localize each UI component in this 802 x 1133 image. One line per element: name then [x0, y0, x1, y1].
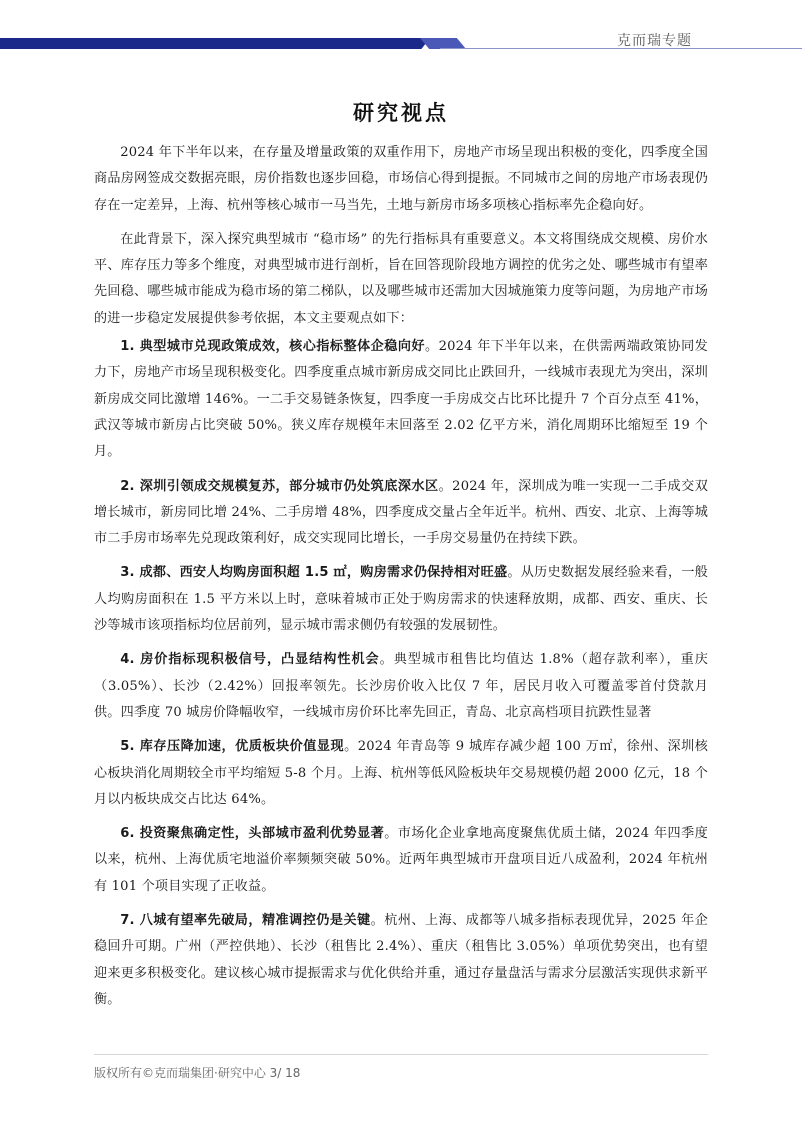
page-title: 研究视点 [353, 101, 449, 125]
intro-paragraph-2: 在此背景下，深入探究典型城市 “稳市场” 的先行指标具有重要意义。本文将围绕成交规模、房价水平、库存压力等多个维度，对典型城市进行剖析，旨在回答现阶段地方调控的优劣之处、哪些城市有望率先回稳、哪些城市能成为稳市场的第二梯队，以及哪些城市还需加大因城施策力度等问题，为房地产市场的进一步稳定发展提供参考依据，本文主要观点如下： [94, 231, 708, 326]
intro-paragraph-1: 2024 年下半年以来，在存量及增量政策的双重作用下，房地产市场呈现出积极的变化，四季度全国商品房网签成交数据亮眼，房价指数也逐步回稳，市场信心得到提振。不同城市之间的房地产市场表现仍存在一定差异，上海、杭州等核心城市一马当先，土地与新房市场多项核心指标率先企稳向好。 [94, 145, 708, 213]
point-paragraph-1 [94, 334, 708, 465]
footer-rule [94, 1054, 708, 1055]
header-title: 克而瑞专题 [617, 33, 692, 49]
point-body: 。市场化企业拿地高度聚焦优质土储，2024 年四季度以来，杭州、上海优质宅地溢价率频频突破 50%。近两年典型城市开盘项目近八成盈利，2024 年杭州有 101 个项目实现了正收益。 [94, 826, 709, 894]
point-body: 。2024 年下半年以来，在供需两端政策协同发力下，房地产市场呈现积极变化。四季度重点城市新房成交同比止跌回升，一线城市表现尤为突出，深圳新房成交同比激增 146%。一二手交易链条恢复，四季度一手房成交占比环比提升 7 个百分点至 41%，武汉等城市新房占比突破 50%。狭义库存规模年末回落至 2.02 亿平方米，消化周期环比缩短至 19 个月。 [94, 339, 708, 460]
point-heading: 3. 成都、西安人均购房面积超 1.5 ㎡，购房需求仍保持相对旺盛 [120, 565, 508, 581]
point-heading: 1. 典型城市兑现政策成效，核心指标整体企稳向好 [120, 339, 425, 355]
footer-copyright: 版权所有©克而瑞集团·研究中心 3/ 18 [94, 1066, 301, 1080]
point-body: 。从历史数据发展经验来看，一般人均购房面积在 1.5 平方米以上时，意味着城市正处于购房需求的快速释放期，成都、西安、重庆、长沙等城市该项指标均位居前列，显示城市需求侧仍有较强的发展韧性。 [94, 565, 708, 634]
point-heading: 5. 库存压降加速，优质板块价值显现 [120, 739, 345, 755]
point-body: 。2024 年青岛等 9 城库存减少超 100 万㎡，徐州、深圳核心板块消化周期较全市平均缩短 5-8 个月。上海、杭州等低风险板块年交易规模仍超 2000 亿元，18 个月以内板块成交占比达 64%。 [94, 739, 708, 807]
point-body: 。杭州、上海、成都等八城多指标表现优异，2025 年企稳回升可期。广州（严控供地）、长沙（租售比 2.4%）、重庆（租售比 3.05%）单项优势突出，也有望迎来更多积极变化。建议核心城市提振需求与优化供给并重，通过存量盘活与需求分层激活实现供求新平衡。 [94, 913, 708, 1007]
point-heading: 6. 投资聚焦确定性，头部城市盈利优势显著 [120, 826, 385, 842]
point-paragraph-7 [94, 908, 708, 1013]
point-heading: 4. 房价指标现积极信号，凸显结构性机会 [120, 652, 380, 668]
point-paragraph-3 [94, 560, 708, 639]
article-body [94, 140, 708, 1021]
point-heading: 7. 八城有望率先破局，精准调控仍是关键 [120, 913, 371, 929]
point-paragraph-2 [94, 474, 708, 553]
point-heading: 2. 深圳引领成交规模复苏，部分城市仍处筑底深水区 [120, 478, 439, 494]
point-paragraph-6 [94, 821, 708, 900]
point-body: 。2024 年，深圳成为唯一实现一二手成交双增长城市，新房同比增 24%、二手房增 48%，四季度成交量占全年近半。杭州、西安、北京、上海等城市二手房市场率先兑现政策利好，成交实现同比增长，一手房交易量仍在持续下跌。 [94, 478, 708, 547]
point-paragraph-5 [94, 734, 708, 813]
header-bar-dark [0, 38, 430, 49]
point-paragraph-4 [94, 647, 708, 726]
point-body: 。典型城市租售比均值达 1.8%（超存款利率），重庆（3.05%）、长沙（2.42%）回报率领先。长沙房价收入比仅 7 年，居民月收入可覆盖零首付贷款月供。四季度 70 城房价降幅收窄，一线城市房价环比率先回正，青岛、北京高档项目抗跌性显著 [94, 652, 708, 720]
